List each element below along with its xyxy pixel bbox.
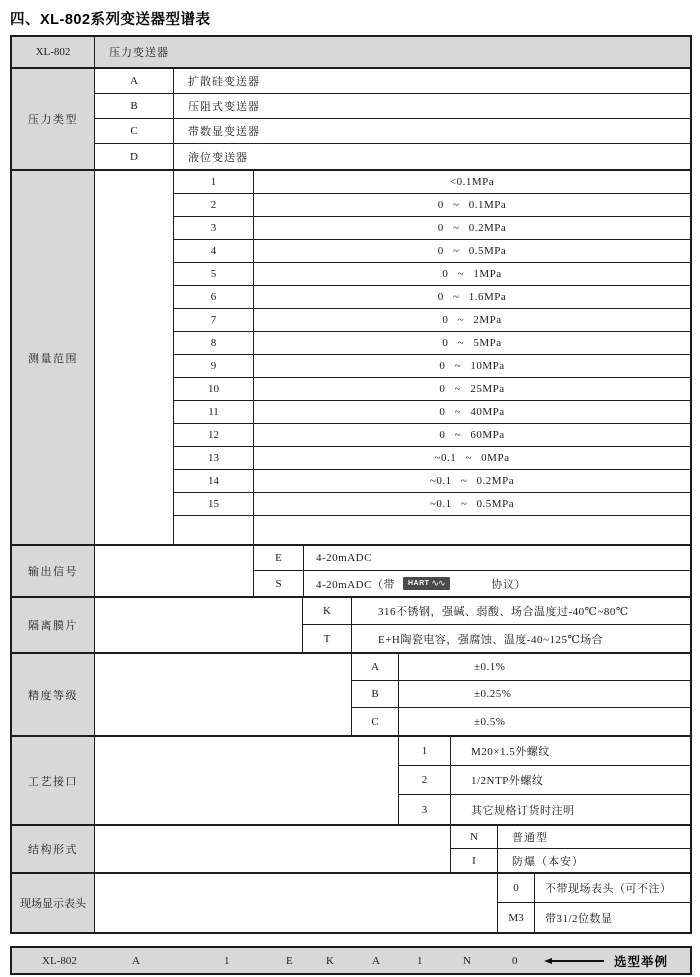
- option-row: [174, 355, 690, 378]
- option-row: [174, 447, 690, 470]
- option-code: [174, 516, 254, 544]
- option-row: [174, 378, 690, 401]
- option-description: 0 ~ 0.1MPa: [437, 199, 507, 211]
- option-description: 液位变送器: [188, 151, 248, 164]
- option-row: [352, 654, 690, 681]
- indent-cell: [95, 737, 399, 824]
- option-code: 5: [174, 263, 254, 285]
- option-row: [352, 681, 690, 708]
- example-code-5: A: [372, 954, 380, 967]
- option-code: 8: [174, 332, 254, 354]
- option-code: S: [254, 571, 304, 596]
- option-rows: [303, 598, 690, 652]
- section-label-measuring-range: 测量范围: [12, 171, 95, 544]
- option-code: E: [254, 546, 304, 570]
- option-code: 3: [174, 217, 254, 239]
- option-code: 15: [174, 493, 254, 515]
- option-description: <0.1MPa: [449, 176, 495, 188]
- option-rows: [174, 171, 690, 544]
- option-row: [174, 286, 690, 309]
- option-rows: [95, 69, 690, 169]
- option-code: 6: [174, 286, 254, 308]
- option-code: D: [95, 144, 174, 169]
- option-rows: [352, 654, 690, 735]
- section-accuracy-class: [12, 652, 690, 735]
- option-description: 0 ~ 2MPa: [442, 314, 502, 326]
- option-description: 带数显变送器: [188, 126, 260, 138]
- option-row: [174, 424, 690, 447]
- option-description: 0 ~ 1MPa: [442, 268, 502, 280]
- option-code: 4: [174, 240, 254, 262]
- option-code: M3: [498, 903, 535, 932]
- description-prefix: 4-20mADC（带: [316, 578, 395, 591]
- option-row: [174, 194, 690, 217]
- option-row: [451, 826, 690, 849]
- option-description: 0 ~ 10MPa: [439, 360, 505, 372]
- example-code-8: 0: [512, 954, 518, 967]
- option-description: 0 ~ 0.5MPa: [437, 245, 507, 257]
- option-description: ~0.1 ~ 0MPa: [434, 452, 510, 464]
- page-title: 四、XL-802系列变送器型谱表: [10, 12, 211, 28]
- example-code-6: 1: [417, 954, 423, 967]
- section-display-head: [12, 872, 690, 932]
- option-code: 0: [498, 874, 535, 902]
- example-code-4: K: [326, 954, 334, 967]
- option-row: [95, 144, 690, 169]
- indent-cell: [95, 171, 174, 544]
- option-description: 防爆（本安）: [512, 855, 584, 868]
- option-code: 13: [174, 447, 254, 469]
- option-row: [174, 470, 690, 493]
- option-code: T: [303, 625, 352, 652]
- hart-protocol-logo: HART ∿∿: [403, 577, 450, 590]
- option-code: K: [303, 598, 352, 624]
- option-row: [352, 708, 690, 735]
- option-code: 12: [174, 424, 254, 446]
- option-row: [95, 94, 690, 119]
- option-rows: [399, 737, 690, 824]
- option-code: I: [451, 849, 498, 872]
- option-description: 0 ~ 5MPa: [442, 337, 502, 349]
- indent-cell: [95, 654, 352, 735]
- option-description: 不带现场表头（可不注）: [545, 883, 672, 895]
- option-description: ~0.1 ~ 0.2MPa: [429, 475, 515, 487]
- option-row: [174, 493, 690, 516]
- option-description: ~0.1 ~ 0.5MPa: [429, 498, 515, 510]
- model-code: XL-802: [12, 37, 95, 67]
- option-description: 0 ~ 1.6MPa: [437, 291, 507, 303]
- option-description: 4-20mADC: [316, 552, 372, 564]
- section-label-display-head: 现场显示表头: [12, 874, 95, 932]
- option-row: [174, 263, 690, 286]
- section-label-process-connection: 工艺接口: [12, 737, 95, 824]
- option-description: 1/2NTP外螺纹: [471, 775, 544, 787]
- example-code-3: E: [286, 954, 293, 967]
- hart-wave-icon: ∿∿: [431, 578, 445, 588]
- selection-example-label: 选型举例: [614, 954, 669, 969]
- option-row: [498, 874, 690, 903]
- example-code-0: XL-802: [42, 954, 77, 967]
- option-row: [303, 625, 690, 652]
- option-code: 3: [399, 795, 451, 824]
- option-description: 其它规格订货时注明: [471, 804, 575, 817]
- option-code: C: [95, 119, 174, 143]
- option-code: B: [95, 94, 174, 118]
- selection-example-bar: [10, 946, 692, 975]
- option-row: [174, 217, 690, 240]
- option-code: 10: [174, 378, 254, 400]
- option-row: [254, 571, 690, 596]
- option-row: [498, 903, 690, 932]
- arrow-left-icon: [544, 958, 604, 964]
- example-code-2: 1: [224, 954, 230, 967]
- example-code-1: A: [132, 954, 140, 967]
- option-row: [95, 119, 690, 144]
- table-header-row: [12, 37, 690, 67]
- option-row: [399, 737, 690, 766]
- option-description: 316不锈钢，强碱、弱酸、场合温度过-40℃~80℃: [378, 606, 629, 618]
- option-code: A: [352, 654, 399, 680]
- example-code-7: N: [463, 954, 471, 967]
- option-code: C: [352, 708, 399, 735]
- option-description: ±0.1%: [474, 661, 506, 673]
- section-pressure-type: [12, 67, 690, 169]
- option-row: [174, 240, 690, 263]
- section-label-pressure-type: 压力类型: [12, 69, 95, 169]
- option-row: [174, 332, 690, 355]
- option-code: 7: [174, 309, 254, 331]
- option-description: 压阻式变送器: [188, 101, 260, 113]
- section-process-connection: [12, 735, 690, 824]
- option-row: [451, 849, 690, 872]
- option-rows: [254, 546, 690, 596]
- section-isolation-diaphragm: [12, 596, 690, 652]
- option-row: [303, 598, 690, 625]
- option-description: [304, 571, 690, 596]
- option-description: 0 ~ 25MPa: [439, 383, 505, 395]
- section-measuring-range: [12, 169, 690, 544]
- model-selection-table: [10, 35, 692, 934]
- section-label-output-signal: 输出信号: [12, 546, 95, 596]
- section-label-structure-type: 结构形式: [12, 826, 95, 872]
- option-row: [95, 69, 690, 94]
- option-code: B: [352, 681, 399, 707]
- option-code: 9: [174, 355, 254, 377]
- option-code: A: [95, 69, 174, 93]
- indent-cell: [95, 546, 254, 596]
- section-label-accuracy-class: 精度等级: [12, 654, 95, 735]
- empty-row: [174, 516, 690, 544]
- option-code: 14: [174, 470, 254, 492]
- option-description: [254, 516, 690, 544]
- option-code: 2: [399, 766, 451, 794]
- section-label-isolation-diaphragm: 隔离膜片: [12, 598, 95, 652]
- indent-cell: [95, 874, 498, 932]
- option-rows: [498, 874, 690, 932]
- option-code: 1: [174, 171, 254, 193]
- option-row: [254, 546, 690, 571]
- option-row: [174, 401, 690, 424]
- option-code: 1: [399, 737, 451, 765]
- option-row: [399, 766, 690, 795]
- option-description: 带31/2位数显: [545, 912, 613, 925]
- option-description: 0 ~ 0.2MPa: [437, 222, 507, 234]
- section-output-signal: [12, 544, 690, 596]
- option-description: 扩散硅变送器: [188, 76, 260, 88]
- indent-cell: [95, 826, 451, 872]
- description-suffix: 协议）: [491, 578, 526, 591]
- option-description: E+H陶瓷电容，强腐蚀、温度-40~125℃场合: [378, 633, 604, 646]
- option-row: [399, 795, 690, 824]
- option-row: [174, 171, 690, 194]
- model-description: 压力变送器: [109, 47, 169, 59]
- option-description: 普通型: [512, 832, 548, 844]
- option-code: N: [451, 826, 498, 848]
- option-description: ±0.25%: [474, 688, 512, 700]
- option-row: [174, 309, 690, 332]
- option-code: 2: [174, 194, 254, 216]
- option-rows: [451, 826, 690, 872]
- option-description: M20×1.5外螺纹: [471, 746, 550, 758]
- section-structure-type: [12, 824, 690, 872]
- indent-cell: [95, 598, 303, 652]
- option-description: 0 ~ 60MPa: [439, 429, 505, 441]
- option-code: 11: [174, 401, 254, 423]
- option-description: 0 ~ 40MPa: [439, 406, 505, 418]
- option-description: ±0.5%: [474, 715, 506, 728]
